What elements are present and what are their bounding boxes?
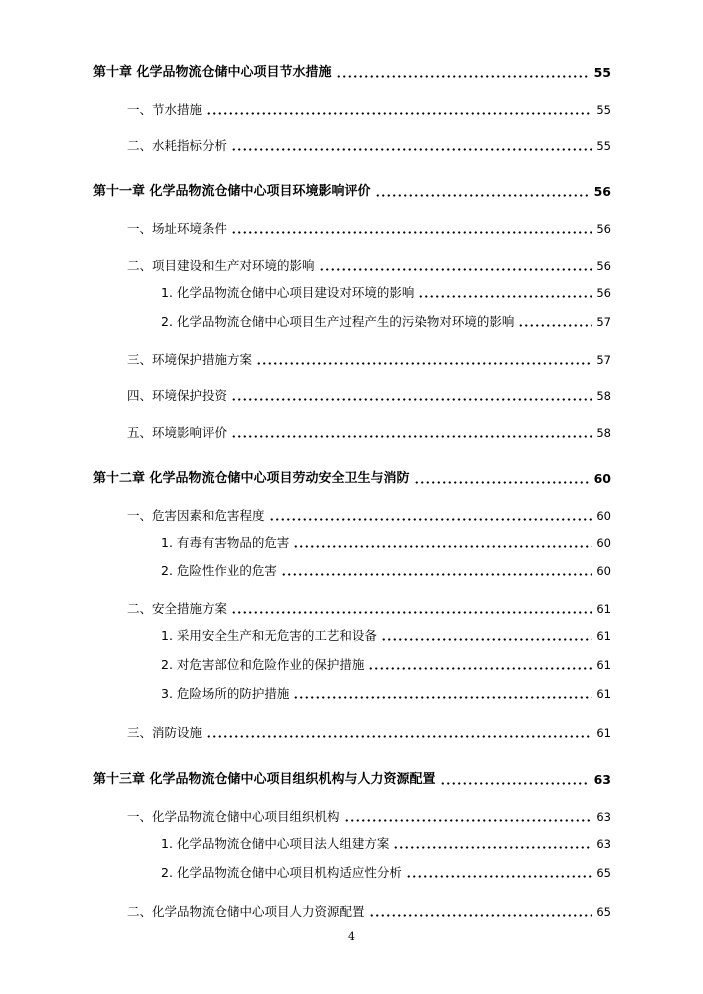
toc-entry-label: 第十三章 化学品物流仓储中心项目组织机构与人力资源配置 <box>93 772 436 787</box>
toc-entry-page: 60 <box>593 471 611 486</box>
toc-entry-section[interactable] <box>127 423 611 441</box>
toc-entry-section[interactable] <box>127 902 611 920</box>
toc-entry-page: 61 <box>596 658 611 672</box>
toc-entry-label: 2. 对危害部位和危险作业的保护措施 <box>161 657 365 672</box>
toc-entry-sub[interactable] <box>161 684 611 702</box>
toc-entry-page: 61 <box>596 629 611 643</box>
toc-entry-sub[interactable] <box>161 283 611 301</box>
toc-entry-page: 60 <box>596 536 611 550</box>
toc-entry-section[interactable] <box>127 256 611 274</box>
toc-entry-section[interactable] <box>127 506 611 524</box>
toc-entry-label: 1. 有毒有害物品的危害 <box>161 535 290 550</box>
toc-entry-label: 1. 化学品物流仓储中心项目建设对环境的影响 <box>161 285 415 300</box>
toc-entry-sub[interactable] <box>161 655 611 673</box>
toc-entry-page: 61 <box>596 726 611 740</box>
toc-dot-leader <box>368 667 592 670</box>
toc-entry-label: 第十章 化学品物流仓储中心项目节水措施 <box>93 65 332 80</box>
toc-dot-leader <box>256 362 592 365</box>
toc-entry-section[interactable] <box>127 350 611 368</box>
toc-entry-page: 65 <box>596 905 611 919</box>
toc-dot-leader <box>440 782 590 785</box>
toc-entry-page: 55 <box>596 103 611 117</box>
toc-dot-leader <box>336 75 590 78</box>
toc-dot-leader <box>414 481 590 484</box>
toc-entry-page: 56 <box>593 184 611 199</box>
toc-dot-leader <box>393 846 592 849</box>
toc-entry-chapter[interactable] <box>93 469 611 487</box>
toc-dot-leader <box>369 914 593 917</box>
toc-entry-label: 二、水耗指标分析 <box>127 138 228 153</box>
toc-entry-section[interactable] <box>127 386 611 404</box>
toc-entry-label: 三、环境保护措施方案 <box>127 352 253 367</box>
toc-entry-page: 60 <box>596 509 611 523</box>
toc-dot-leader <box>231 611 592 614</box>
page-number: 4 <box>348 930 355 943</box>
toc-entry-page: 61 <box>596 687 611 701</box>
toc-dot-leader <box>381 638 592 641</box>
toc-entry-page: 61 <box>596 602 611 616</box>
toc-entry-section[interactable] <box>127 100 611 118</box>
toc-entry-sub[interactable] <box>161 312 611 330</box>
toc-entry-page: 63 <box>593 772 611 787</box>
toc-entry-label: 2. 化学品物流仓储中心项目生产过程产生的污染物对环境的影响 <box>161 314 515 329</box>
toc-entry-page: 65 <box>596 866 611 880</box>
toc-dot-leader <box>206 112 592 115</box>
toc-entry-label: 第十二章 化学品物流仓储中心项目劳动安全卫生与消防 <box>93 471 410 486</box>
toc-entry-chapter[interactable] <box>93 63 611 81</box>
toc-entry-sub[interactable] <box>161 834 611 852</box>
toc-entry-label: 三、消防设施 <box>127 725 203 740</box>
toc-entry-sub[interactable] <box>161 626 611 644</box>
toc-dot-leader <box>206 735 592 738</box>
toc-entry-label: 一、化学品物流仓储中心项目组织机构 <box>127 809 340 824</box>
toc-entry-label: 一、场址环境条件 <box>127 221 228 236</box>
toc-dot-leader <box>406 875 592 878</box>
toc-entry-section[interactable] <box>127 807 611 825</box>
toc-entry-label: 五、环境影响评价 <box>127 425 228 440</box>
toc-entry-page: 57 <box>596 353 611 367</box>
toc-entry-page: 56 <box>596 259 611 273</box>
toc-dot-leader <box>231 435 592 438</box>
toc-entry-chapter[interactable] <box>93 770 611 788</box>
toc-entry-label: 一、危害因素和危害程度 <box>127 508 265 523</box>
toc-entry-label: 四、环境保护投资 <box>127 388 228 403</box>
toc-entry-chapter[interactable] <box>93 182 611 200</box>
toc-entry-label: 一、节水措施 <box>127 102 203 117</box>
toc-entry-page: 63 <box>596 837 611 851</box>
toc-dot-leader <box>344 819 593 822</box>
toc-dot-leader <box>293 696 592 699</box>
toc-dot-leader <box>518 324 592 327</box>
toc-entry-page: 63 <box>596 810 611 824</box>
toc-entry-sub[interactable] <box>161 533 611 551</box>
toc-entry-page: 56 <box>596 222 611 236</box>
toc-entry-label: 2. 化学品物流仓储中心项目机构适应性分析 <box>161 865 402 880</box>
toc-entry-sub[interactable] <box>161 561 611 579</box>
toc-entry-label: 二、化学品物流仓储中心项目人力资源配置 <box>127 904 365 919</box>
toc-entry-label: 第十一章 化学品物流仓储中心项目环境影响评价 <box>93 184 371 199</box>
toc-entry-label: 二、安全措施方案 <box>127 601 228 616</box>
toc-dot-leader <box>231 148 592 151</box>
toc-entry-section[interactable] <box>127 219 611 237</box>
toc-entry-label: 2. 危险性作业的危害 <box>161 563 277 578</box>
toc-dot-leader <box>231 231 592 234</box>
toc-dot-leader <box>281 573 592 576</box>
toc-entry-section[interactable] <box>127 599 611 617</box>
toc-dot-leader <box>319 268 593 271</box>
toc-entry-label: 二、项目建设和生产对环境的影响 <box>127 258 315 273</box>
toc-entry-section[interactable] <box>127 723 611 741</box>
toc-entry-page: 58 <box>596 426 611 440</box>
toc-dot-leader <box>418 295 592 298</box>
toc-dot-leader <box>269 518 593 521</box>
toc-entry-label: 1. 化学品物流仓储中心项目法人组建方案 <box>161 836 390 851</box>
toc-dot-leader <box>375 194 590 197</box>
toc-dot-leader <box>293 545 592 548</box>
toc-entry-page: 55 <box>593 65 611 80</box>
toc-entry-section[interactable] <box>127 136 611 154</box>
toc-entry-label: 1. 采用安全生产和无危害的工艺和设备 <box>161 628 377 643</box>
toc-entry-label: 3. 危险场所的防护措施 <box>161 686 290 701</box>
toc-entry-page: 60 <box>596 564 611 578</box>
toc-entry-sub[interactable] <box>161 863 611 881</box>
toc-entry-page: 57 <box>596 315 611 329</box>
toc-entry-page: 56 <box>596 286 611 300</box>
toc-entry-page: 55 <box>596 139 611 153</box>
toc-dot-leader <box>231 398 592 401</box>
toc-entry-page: 58 <box>596 389 611 403</box>
